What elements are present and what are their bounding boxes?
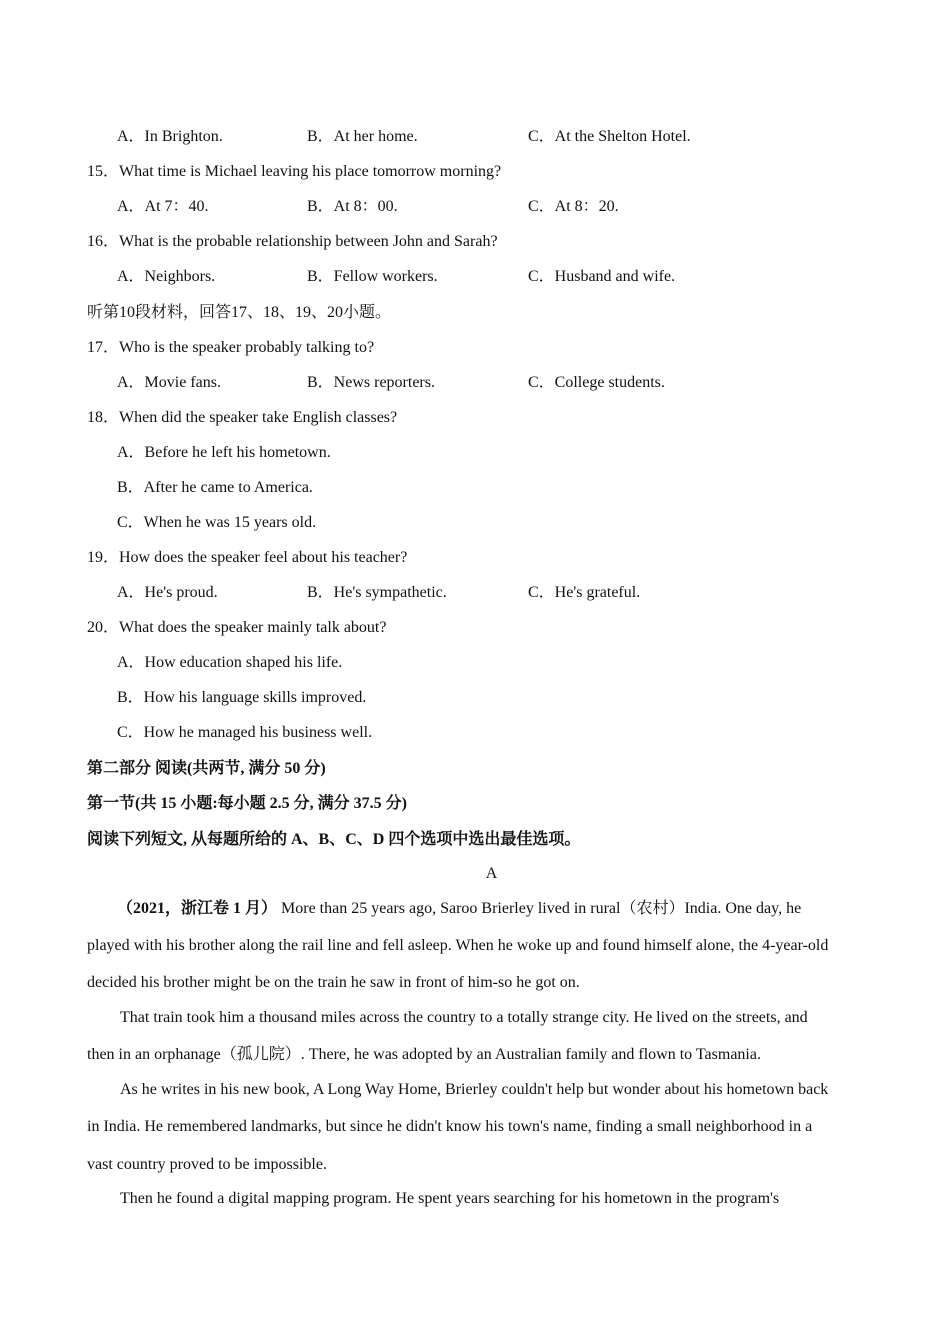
passage-p3-line2: in India. He remembered landmarks, but since he didn't know his town's name, finding a small neighborhood in a [87,1118,813,1135]
passage-p2-line2: then in an orphanage（孤儿院）. There, he was adopted by an Australian family and flown to Tasmania. [87,1046,761,1063]
part2-heading: 第二部分 阅读(共两节, 满分 50 分) [87,760,326,777]
passage-p1-text: More than 25 years ago, Saroo Brierley lived in rural（农村）India. One day, he [277,900,802,917]
q18-option-a: A．Before he left his hometown. [117,444,331,461]
section1-heading: 第一节(共 15 小题:每小题 2.5 分, 满分 37.5 分) [87,795,407,812]
q14-option-a: A．In Brighton. [117,128,223,145]
q18-option-b: B．After he came to America. [117,479,313,496]
q16-option-c: C．Husband and wife. [528,268,676,285]
q20-option-c: C．How he managed his business well. [117,724,373,741]
passage-p3-line1: As he writes in his new book, A Long Way Home, Brierley couldn't help but wonder about his hometown back [120,1081,829,1098]
q18-stem: 18．When did the speaker take English classes? [87,409,398,426]
q19-option-b: B．He's sympathetic. [307,584,447,601]
passage-source: （2021，浙江卷 1 月） [117,900,278,917]
q20-option-a: A．How education shaped his life. [117,654,343,671]
q16-stem: 16．What is the probable relationship between John and Sarah? [87,233,498,250]
passage-p3-line3: vast country proved to be impossible. [87,1156,327,1173]
q16-option-b: B．Fellow workers. [307,268,438,285]
q20-option-b: B．How his language skills improved. [117,689,367,706]
q15-stem: 15．What time is Michael leaving his place tomorrow morning? [87,163,502,180]
q16-option-a: A．Neighbors. [117,268,216,285]
passage-p4-line1: Then he found a digital mapping program. He spent years searching for his hometown in the program's [120,1190,780,1207]
q17-stem: 17．Who is the speaker probably talking to? [87,339,375,356]
q17-option-c: C．College students. [528,374,665,391]
q20-stem: 20．What does the speaker mainly talk about? [87,619,387,636]
q17-option-a: A．Movie fans. [117,374,221,391]
q14-option-b: B．At her home. [307,128,418,145]
q15-option-c: C．At 8：20. [528,198,619,215]
section10-instruction: 听第10段材料，回答17、18、19、20小题。 [87,304,392,321]
q19-option-a: A．He's proud. [117,584,218,601]
passage-p1-line1 [117,899,897,919]
passage-p1-line2: played with his brother along the rail line and fell asleep. When he woke up and found himself alone, the 4-year-old [87,937,829,954]
q19-option-c: C．He's grateful. [528,584,641,601]
q19-stem: 19．How does the speaker feel about his teacher? [87,549,408,566]
reading-instruction: 阅读下列短文, 从每题所给的 A、B、C、D 四个选项中选出最佳选项。 [87,831,581,848]
q17-option-b: B．News reporters. [307,374,435,391]
q14-option-c: C．At the Shelton Hotel. [528,128,691,145]
passage-p2-line1: That train took him a thousand miles across the country to a totally strange city. He lived on the streets, and [120,1009,808,1026]
q15-option-b: B．At 8：00. [307,198,398,215]
q15-option-a: A．At 7：40. [117,198,209,215]
passage-p1-line3: decided his brother might be on the train he saw in front of him-so he got on. [87,974,580,991]
passage-label: A [485,865,498,882]
q18-option-c: C．When he was 15 years old. [117,514,317,531]
